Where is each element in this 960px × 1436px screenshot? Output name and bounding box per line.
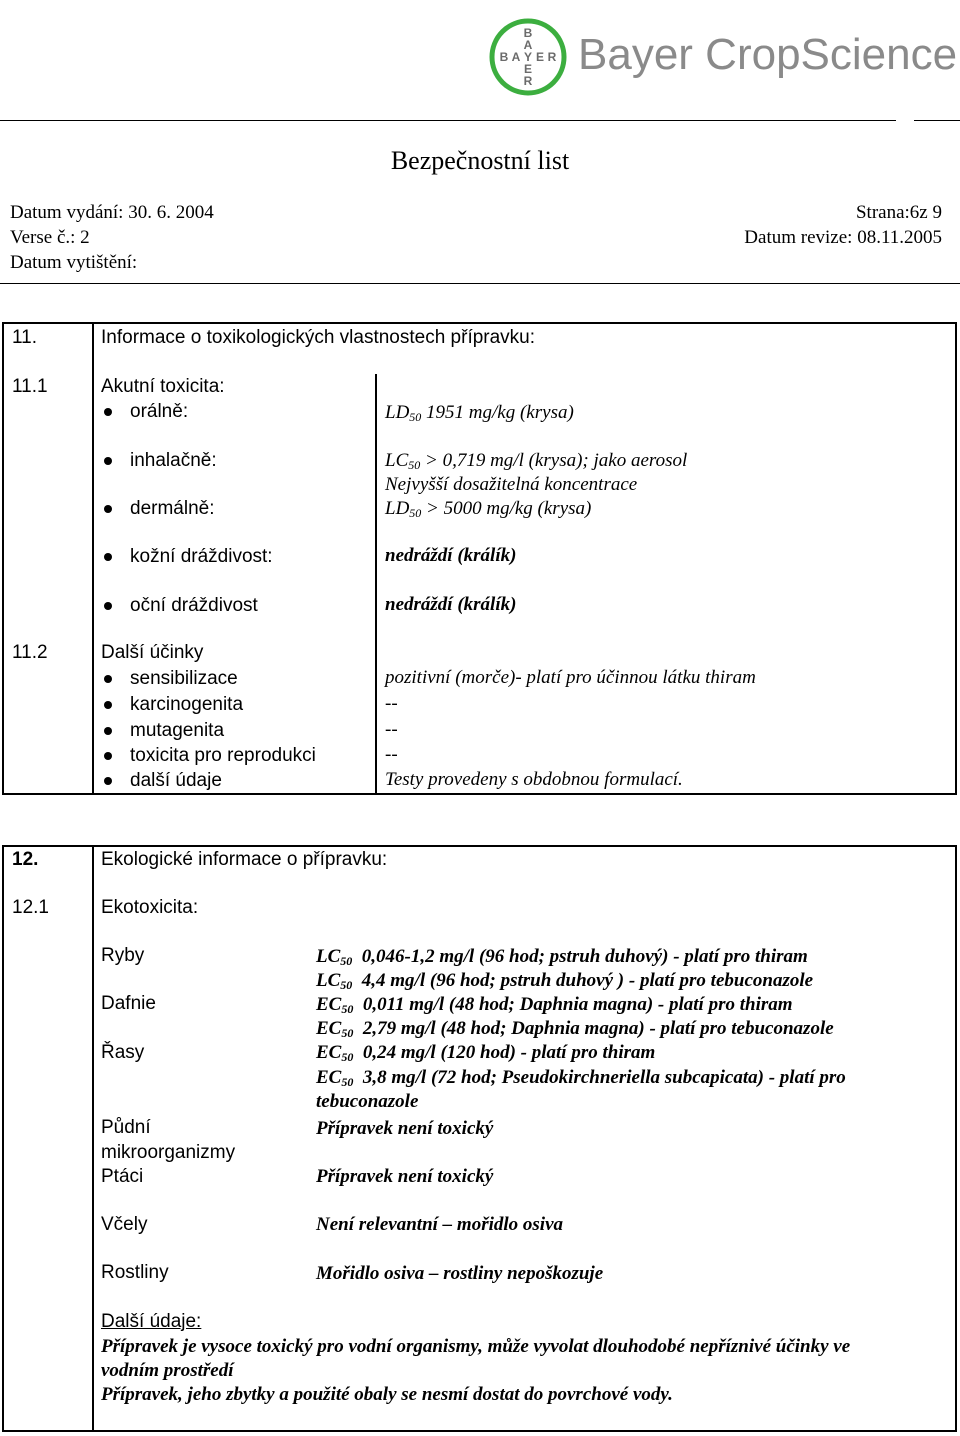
section-11-1-title: Akutní toxicita:: [101, 376, 225, 397]
soil-microorganisms-value: Přípravek není toxický: [316, 1118, 494, 1139]
plants-label: Rostliny: [101, 1262, 169, 1283]
bullet-icon: [104, 553, 112, 561]
revision-date: Datum revize: 08.11.2005: [744, 227, 942, 248]
logo-letter-b2: B: [499, 50, 509, 64]
section-12-other-line-1: Přípravek je vysoce toxický pro vodní organismy, může vyvolat dlouhodobé nepříznivé účinky ve: [101, 1336, 851, 1357]
bullet-icon: [104, 505, 112, 513]
ecotox-value-row: $EC_{50}$ 0,24 mg/l (120 hod) - platí pro thiram: [316, 1042, 656, 1064]
oral-value: $LD_{50}$ 1951 mg/kg (krysa): [385, 402, 574, 424]
logo-letter-e: E: [535, 50, 545, 64]
dermal-label: dermálně:: [130, 498, 215, 519]
ecotox-value-row: $EC_{50}$ 3,8 mg/l (72 hod; Pseudokirchneriella subcapicata) - platí pro: [316, 1067, 846, 1089]
inhalation-label: inhalačně:: [130, 450, 217, 471]
other-data-value: Testy provedeny s obdobnou formulací.: [385, 769, 683, 790]
logo-letter-r: R: [547, 50, 557, 64]
print-date: Datum vytištění:: [10, 252, 138, 273]
ecotox-value-row: $EC_{50}$ 0,011 mg/l (48 hod; Daphnia magna) - platí pro thiram: [316, 994, 793, 1016]
logo-letter-b: B: [523, 26, 533, 40]
algae-value-continued: tebuconazole: [316, 1091, 419, 1112]
sensitization-value: pozitivní (morče)- platí pro účinnou látku thiram: [385, 667, 756, 688]
carcinogenicity-label: karcinogenita: [130, 694, 244, 715]
algae-label: Řasy: [101, 1042, 145, 1063]
brand-name: Bayer CropScience: [578, 30, 958, 79]
soil-microorganisms-label-1: Půdní: [101, 1117, 151, 1138]
section-12-number: 12.: [12, 849, 39, 870]
section-12-other-line-2: vodním prostředí: [101, 1360, 234, 1381]
bayer-cross-logo: [487, 16, 569, 98]
bullet-icon: [104, 602, 112, 610]
sensitization-label: sensibilizace: [130, 668, 238, 689]
ecotox-value-row: $LC_{50}$ 0,046-1,2 mg/l (96 hod; pstruh duhový) - platí pro thiram: [316, 946, 808, 968]
fish-label: Ryby: [101, 945, 145, 966]
plants-value: Mořidlo osiva – rostliny nepoškozuje: [316, 1263, 604, 1284]
page-title: Bezpečnostní list: [390, 146, 570, 175]
bullet-icon: [104, 457, 112, 465]
logo-letter-r2: R: [523, 74, 533, 88]
bees-label: Včely: [101, 1214, 148, 1235]
bullet-icon: [104, 752, 112, 760]
birds-label: Ptáci: [101, 1166, 144, 1187]
other-data-label: další údaje: [130, 770, 222, 791]
version: Verse č.: 2: [10, 227, 90, 248]
bullet-icon: [104, 777, 112, 785]
section-12-1-number: 12.1: [12, 897, 49, 918]
section-11-value-divider: [375, 374, 377, 795]
carcinogenicity-value: --: [385, 693, 398, 714]
section-11-title: Informace o toxikologických vlastnostech přípravku:: [101, 327, 536, 348]
oral-label: orálně:: [130, 401, 189, 422]
logo-letter-e2: E: [523, 62, 533, 76]
header-rule-gap: [896, 118, 914, 123]
ecotox-value-row: $EC_{50}$ 2,79 mg/l (48 hod; Daphnia magna) - platí pro tebuconazole: [316, 1018, 834, 1040]
section-12-title: Ekologické informace o přípravku:: [101, 849, 388, 870]
logo-letter-a2: A: [511, 50, 521, 64]
section-11-2-number: 11.2: [12, 642, 48, 663]
section-12-col-divider: [92, 845, 94, 1432]
inhalation-note: Nejvyšší dosažitelná koncentrace: [385, 474, 638, 495]
section-12-other-label: Další údaje:: [101, 1311, 202, 1332]
skin-irritation-value: nedráždí (králík): [385, 545, 517, 566]
reproductive-toxicity-label: toxicita pro reprodukci: [130, 745, 316, 766]
header-rule-top: [0, 120, 960, 121]
section-11-col-divider: [92, 322, 94, 795]
daphnia-label: Dafnie: [101, 993, 156, 1014]
mutagenicity-label: mutagenita: [130, 720, 225, 741]
skin-irritation-label: kožní dráždivost:: [130, 546, 273, 567]
bullet-icon: [104, 675, 112, 683]
eye-irritation-value: nedráždí (králík): [385, 594, 517, 615]
logo-letter-a: A: [523, 38, 533, 52]
mutagenicity-value: --: [385, 719, 398, 740]
header-rule-bottom: [0, 283, 960, 284]
soil-microorganisms-label-2: mikroorganizmy: [101, 1142, 236, 1163]
bullet-icon: [104, 727, 112, 735]
bullet-icon: [104, 408, 112, 416]
section-11-2-title: Další účinky: [101, 642, 204, 663]
section-11-number: 11.: [12, 327, 38, 348]
inhalation-value: $LC_{50} > 0,719$ mg/l (krysa); jako aerosol: [385, 450, 688, 472]
issue-date: Datum vydání: 30. 6. 2004: [10, 202, 214, 223]
logo-letter-y: Y: [523, 50, 533, 64]
page-number: Strana:6z 9: [855, 202, 942, 223]
reproductive-toxicity-value: --: [385, 744, 398, 765]
eye-irritation-label: oční dráždivost: [130, 595, 258, 616]
ecotox-value-row: $LC_{50}$ 4,4 mg/l (96 hod; pstruh duhový ) - platí pro tebuconazole: [316, 970, 814, 992]
bees-value: Není relevantní – mořidlo osiva: [316, 1214, 563, 1235]
birds-value: Přípravek není toxický: [316, 1166, 494, 1187]
dermal-value: $LD_{50} > 5000$ mg/kg (krysa): [385, 498, 592, 520]
bullet-icon: [104, 701, 112, 709]
section-11-1-number: 11.1: [12, 376, 48, 397]
section-12-other-line-3: Přípravek, jeho zbytky a použité obaly se nesmí dostat do povrchové vody.: [101, 1384, 673, 1405]
section-12-1-title: Ekotoxicita:: [101, 897, 199, 918]
